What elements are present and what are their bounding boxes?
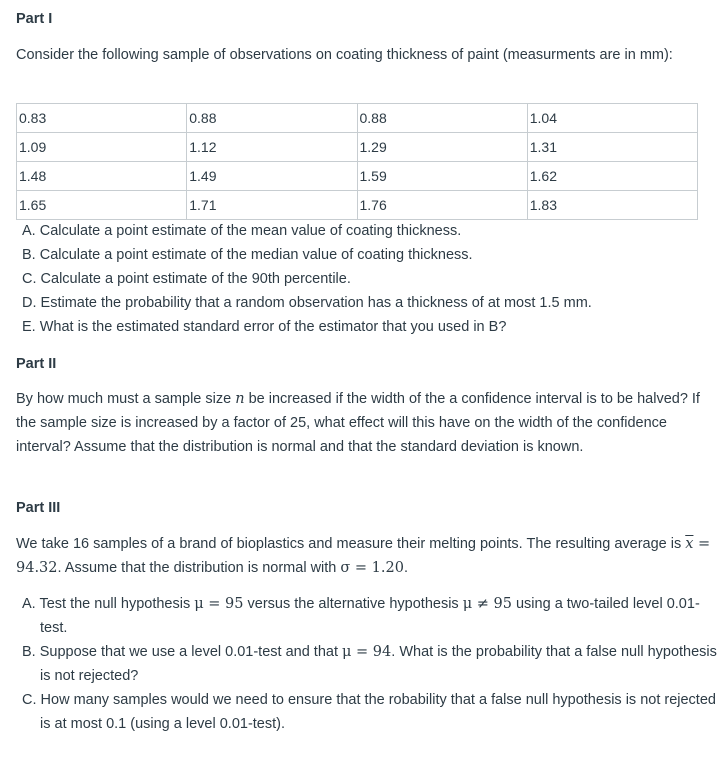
question-3a-text-2: versus the alternative hypothesis [243, 596, 463, 612]
xbar-symbol: $\overline{x}$ [685, 536, 694, 552]
question-3a-text-3: using a two-tailed level 0.01-test. [40, 596, 700, 636]
table-cell: 1.62 [527, 162, 697, 191]
table-cell: 0.88 [357, 104, 527, 133]
alternative-hypothesis: μ ≠ 95 [462, 596, 512, 612]
question-3b-text-1: B. Suppose that we use a level 0.01-test and that [22, 644, 343, 660]
observations-table [16, 103, 698, 220]
table-cell: 1.71 [187, 191, 357, 220]
sigma-expression: σ = 1.20 [340, 560, 404, 576]
part-3-intro-2: . Assume that the distribution is normal with [57, 560, 341, 576]
true-mean-value: μ = 94 [342, 644, 392, 660]
part-3-heading: Part III [16, 500, 61, 516]
question-c: C. Calculate a point estimate of the 90th percentile. [22, 271, 351, 287]
question-3b [22, 640, 722, 688]
question-d: D. Estimate the probability that a random observation has a thickness of at most 1.5 mm. [22, 295, 592, 311]
table-cell: 1.49 [187, 162, 357, 191]
part-1-intro: Consider the following sample of observations on coating thickness of paint (measurments are in mm): [16, 47, 673, 63]
part-2-text [16, 387, 720, 459]
table-row [17, 104, 698, 133]
question-e: E. What is the estimated standard error of the estimator that you used in B? [22, 319, 507, 335]
table-row [17, 133, 698, 162]
part-2-text-start: By how much must a sample size [16, 391, 236, 407]
table-row [17, 191, 698, 220]
table-cell: 1.31 [527, 133, 697, 162]
question-a: A. Calculate a point estimate of the mean value of coating thickness. [22, 223, 462, 239]
table-cell: 0.83 [17, 104, 187, 133]
part-1-heading: Part I [16, 11, 53, 27]
table-cell: 1.65 [17, 191, 187, 220]
table-cell: 1.04 [527, 104, 697, 133]
question-b: B. Calculate a point estimate of the median value of coating thickness. [22, 247, 473, 263]
null-hypothesis: μ = 95 [194, 596, 244, 612]
table-row [17, 162, 698, 191]
question-3a [22, 592, 722, 640]
table-cell: 0.88 [187, 104, 357, 133]
table-cell: 1.48 [17, 162, 187, 191]
table-cell: 1.09 [17, 133, 187, 162]
table-cell: 1.29 [357, 133, 527, 162]
part-3-intro-3: . [403, 560, 408, 576]
table-cell: 1.12 [187, 133, 357, 162]
question-3a-text-1: A. Test the null hypothesis [22, 596, 195, 612]
part-1-questions [22, 219, 592, 339]
question-3c: C. How many samples would we need to ensure that the robability that a false null hypothesis is not rejected is at most 0.1 (using a level 0.01-test). [22, 692, 716, 732]
question-3b-text-2: . What is the probability that a false null hypothesis is not rejected? [40, 644, 717, 684]
xbar-value: = 94.32 [16, 536, 711, 576]
table-cell: 1.83 [527, 191, 697, 220]
sample-size-symbol: n [235, 391, 245, 407]
table-cell: 1.76 [357, 191, 527, 220]
part-3-intro [16, 532, 720, 580]
part-3-intro-1: We take 16 samples of a brand of bioplastics and measure their melting points. The resulting average is [16, 536, 686, 552]
part-3-questions [22, 592, 722, 736]
table-cell: 1.59 [357, 162, 527, 191]
part-2-text-end: be increased if the width of the a confidence interval is to be halved? If the sample size is increased by a factor of 25, what effect will this have on the width of the confidence interval? Assume that the distribution is normal and that the standard deviation is known. [16, 391, 700, 455]
part-2-heading: Part II [16, 356, 57, 372]
